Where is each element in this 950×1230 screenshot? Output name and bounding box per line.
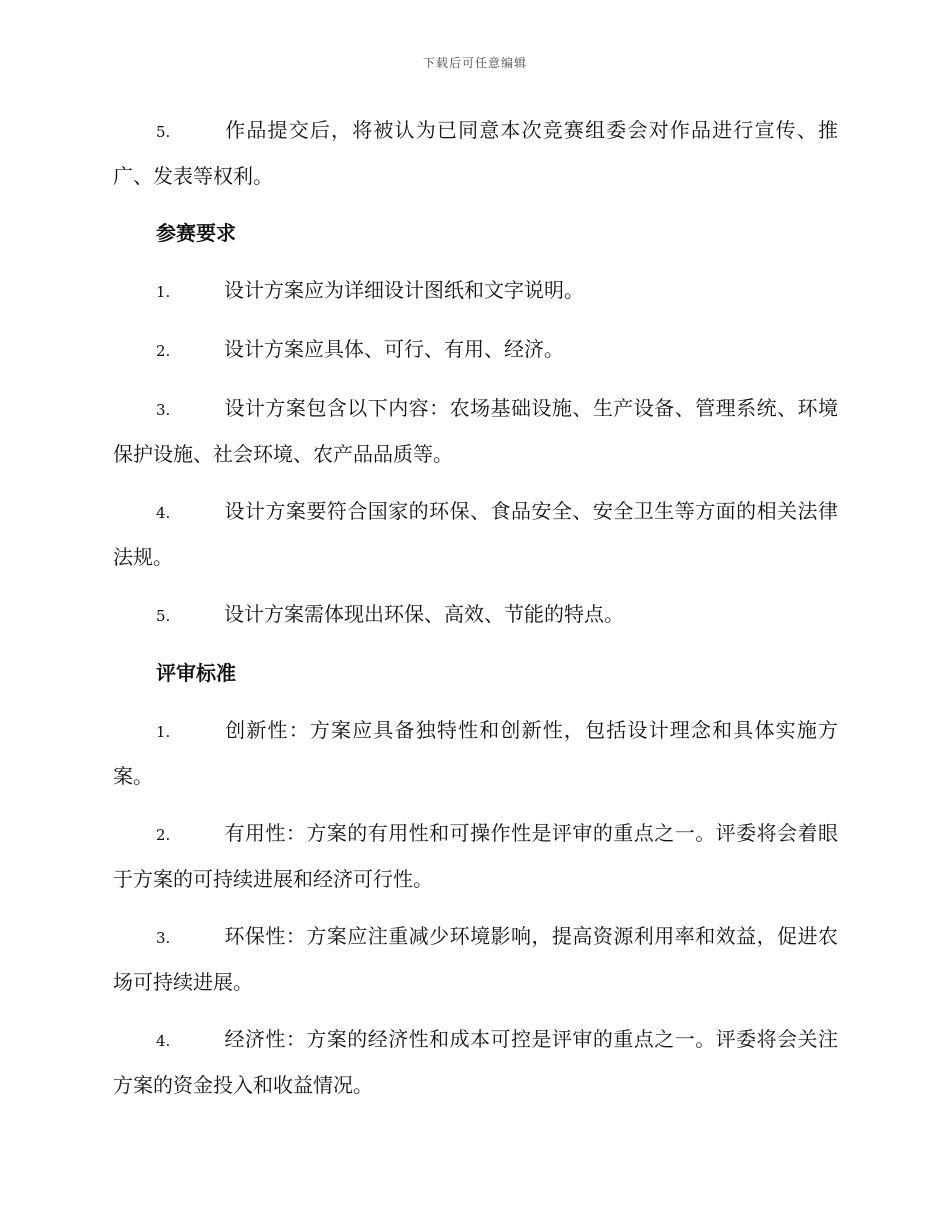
list-item-text: 设计方案包含以下内容：农场基础设施、生产设备、管理系统、环境保护设施、社会环境、农产品品质等。 — [113, 396, 838, 466]
list-item — [113, 1017, 838, 1107]
list-item-text: 经济性：方案的经济性和成本可控是评审的重点之一。评委将会关注方案的资金投入和收益情况。 — [113, 1027, 838, 1097]
list-item-text: 作品提交后，将被认为已同意本次竞赛组委会对作品进行宣传、推广、发表等权利。 — [113, 118, 838, 188]
list-number: 5. — [156, 607, 171, 625]
document-body — [113, 108, 838, 1120]
list-number: 5. — [156, 123, 171, 141]
list-number: 2. — [156, 826, 171, 844]
list-item-text: 设计方案应具体、可行、有用、经济。 — [224, 337, 564, 361]
list-item-text: 设计方案需体现出环保、高效、节能的特点。 — [224, 602, 624, 626]
list-item — [113, 592, 838, 638]
page-header: 下载后可任意编辑 — [422, 56, 527, 70]
list-number: 4. — [156, 1032, 171, 1050]
section-heading-criteria: 评审标准 — [156, 661, 236, 685]
list-item-text: 设计方案应为详细设计图纸和文字说明。 — [224, 278, 584, 302]
list-item-intro-5 — [113, 108, 838, 198]
list-item — [113, 386, 838, 476]
list-number: 1. — [156, 283, 171, 301]
list-item — [113, 914, 838, 1004]
list-number: 4. — [156, 504, 171, 522]
list-item — [113, 268, 838, 314]
list-number: 2. — [156, 342, 171, 360]
list-item — [113, 489, 838, 579]
list-number: 1. — [156, 723, 171, 741]
list-item — [113, 708, 838, 798]
list-item-text: 创新性：方案应具备独特性和创新性，包括设计理念和具体实施方案。 — [113, 718, 838, 788]
list-item — [113, 327, 838, 373]
list-number: 3. — [156, 929, 171, 947]
section-heading-requirements: 参赛要求 — [156, 221, 236, 245]
list-item — [113, 811, 838, 901]
list-item-text: 环保性：方案应注重减少环境影响，提高资源利用率和效益，促进农场可持续进展。 — [113, 924, 838, 994]
list-item-text: 有用性：方案的有用性和可操作性是评审的重点之一。评委将会着眼于方案的可持续进展和经济可行性。 — [113, 821, 838, 891]
list-item-text: 设计方案要符合国家的环保、食品安全、安全卫生等方面的相关法律法规。 — [113, 499, 838, 569]
list-number: 3. — [156, 401, 171, 419]
